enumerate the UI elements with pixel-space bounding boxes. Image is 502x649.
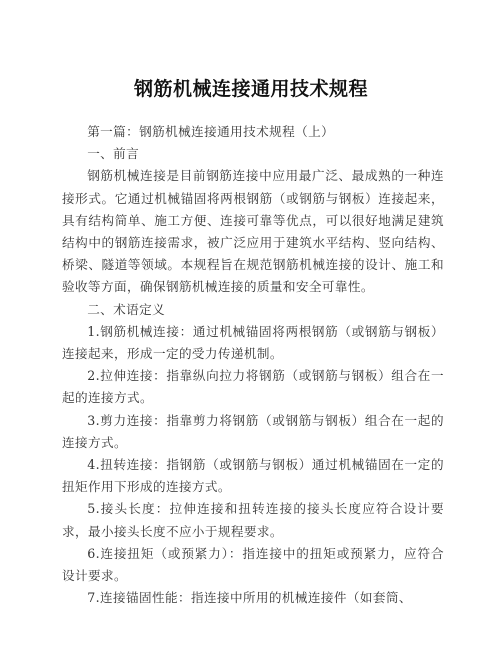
subsection-heading: 一、前言 [87, 146, 140, 162]
definition-item: 5.接头长度：拉伸连接和扭转连接的接头长度应符合设计要求，最小接头长度不应小于规程要求。 [62, 501, 444, 539]
definition-item: 4.扭转连接：指钢筋（或钢筋与钢板）通过机械锚固在一定的扭矩作用下形成的连接方式。 [62, 457, 444, 495]
document-title: 钢筋机械连接通用技术规程 [133, 78, 368, 100]
document-body [62, 121, 444, 609]
subsection-heading: 二、术语定义 [87, 301, 166, 317]
body-paragraph: 钢筋机械连接是目前钢筋连接中应用最广泛、最成熟的一种连接形式。它通过机械锚固将两根钢筋（或钢筋与钢板）连接起来，具有结构简单、施工方便、连接可靠等优点，可以很好地满足建筑结构中的钢筋连接需求，被广泛应用于建筑水平结构、竖向结构、桥梁、隧道等领域。本规程旨在规范钢筋机械连接的设计、施工和验收等方面，确保钢筋机械连接的质量和安全可靠性。 [62, 168, 444, 295]
definition-item: 1.钢筋机械连接：通过机械锚固将两根钢筋（或钢筋与钢板）连接起来，形成一定的受力传递机制。 [62, 323, 444, 362]
section-heading: 第一篇：钢筋机械连接通用技术规程（上） [87, 124, 335, 139]
definition-item: 2.拉伸连接：指靠纵向拉力将钢筋（或钢筋与钢板）组合在一起的连接方式。 [62, 368, 444, 406]
definition-item: 3.剪力连接：指靠剪力将钢筋（或钢筋与钢板）组合在一起的连接方式。 [62, 412, 444, 450]
definition-item: 6.连接扭矩（或预紧力）：指连接中的扭矩或预紧力，应符合设计要求。 [62, 545, 444, 584]
definition-item: 7.连接锚固性能：指连接中所用的机械连接件（如套筒、 [87, 590, 412, 606]
